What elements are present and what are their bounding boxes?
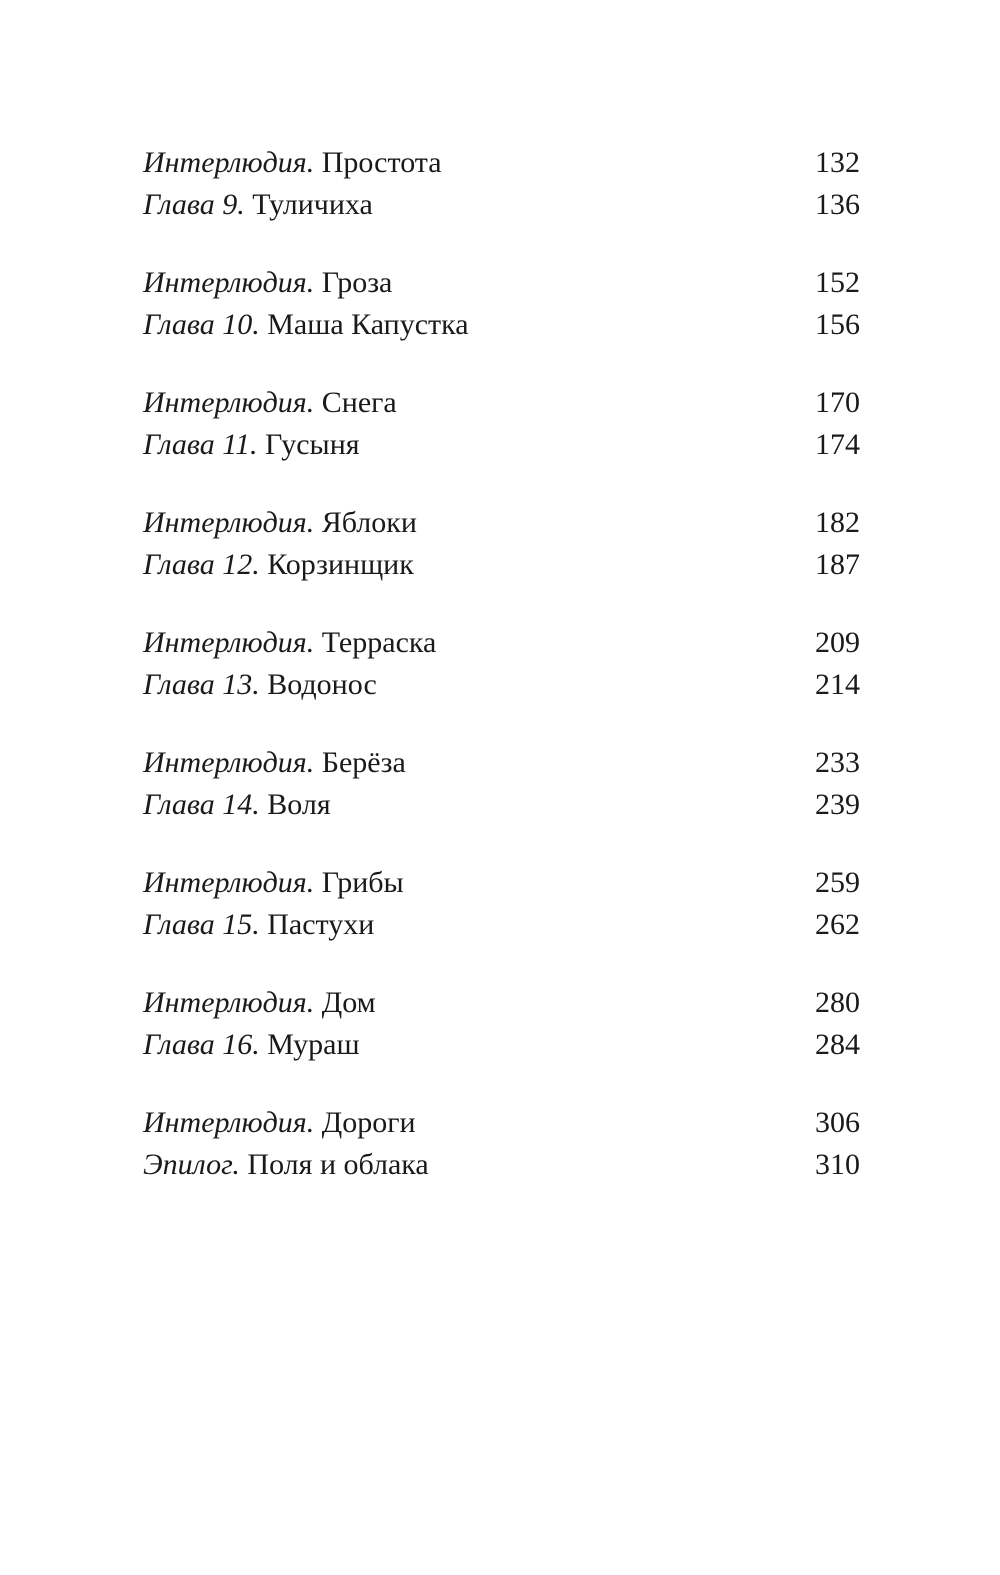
toc-entry	[143, 502, 860, 544]
toc-entry	[143, 622, 860, 664]
toc-entry	[143, 862, 860, 904]
entry-kind: Глава 16.	[143, 1028, 260, 1061]
page-number: 136	[815, 188, 860, 221]
entry-kind: Глава 14.	[143, 788, 260, 821]
toc-entry	[143, 142, 860, 184]
toc-entry	[143, 664, 860, 706]
page-number: 174	[815, 428, 860, 461]
entry-kind: Интерлюдия.	[143, 506, 315, 539]
page-number: 132	[815, 146, 860, 179]
toc-entry	[143, 424, 860, 466]
toc-group	[143, 622, 860, 706]
entry-kind: Эпилог.	[143, 1148, 240, 1181]
page-number: 310	[815, 1148, 860, 1181]
entry-title: Грибы	[321, 866, 404, 899]
page-number: 239	[815, 788, 860, 821]
entry-kind: Глава 9.	[143, 188, 245, 221]
toc-group	[143, 502, 860, 586]
toc-group	[143, 742, 860, 826]
entry-kind: Интерлюдия.	[143, 146, 315, 179]
entry-kind: Интерлюдия.	[143, 746, 315, 779]
entry-title: Корзинщик	[267, 548, 414, 581]
page-number: 152	[815, 266, 860, 299]
entry-title: Яблоки	[321, 506, 417, 539]
toc-entry	[143, 742, 860, 784]
entry-kind: Глава 13.	[143, 668, 260, 701]
entry-kind: Глава 10.	[143, 308, 260, 341]
entry-title: Гроза	[321, 266, 393, 299]
toc-group	[143, 262, 860, 346]
page-number: 156	[815, 308, 860, 341]
toc-entry	[143, 382, 860, 424]
entry-title: Пастухи	[267, 908, 375, 941]
page-number: 259	[815, 866, 860, 899]
page-number: 214	[815, 668, 860, 701]
toc-entry	[143, 982, 860, 1024]
entry-kind: Интерлюдия.	[143, 266, 315, 299]
entry-title: Мураш	[267, 1028, 360, 1061]
toc-entry	[143, 1144, 860, 1186]
toc-entry	[143, 184, 860, 226]
entry-kind: Интерлюдия.	[143, 626, 315, 659]
page-number: 262	[815, 908, 860, 941]
page-number: 182	[815, 506, 860, 539]
toc-group	[143, 382, 860, 466]
page-number: 170	[815, 386, 860, 419]
toc-entry	[143, 1102, 860, 1144]
entry-title: Дороги	[321, 1106, 416, 1139]
entry-title: Поля и облака	[247, 1148, 429, 1181]
page-number: 187	[815, 548, 860, 581]
page-number: 280	[815, 986, 860, 1019]
entry-title: Водонос	[267, 668, 377, 701]
entry-kind: Интерлюдия.	[143, 386, 315, 419]
page-number: 209	[815, 626, 860, 659]
entry-kind: Глава 15.	[143, 908, 260, 941]
toc-entry	[143, 544, 860, 586]
toc-entry	[143, 904, 860, 946]
table-of-contents	[143, 142, 860, 1222]
entry-title: Дом	[321, 986, 376, 1019]
entry-kind: Интерлюдия.	[143, 1106, 315, 1139]
entry-title: Терраска	[321, 626, 437, 659]
entry-title: Берёза	[321, 746, 406, 779]
page-number: 233	[815, 746, 860, 779]
toc-group	[143, 142, 860, 226]
entry-title: Туличиха	[252, 188, 373, 221]
entry-kind: Глава 12.	[143, 548, 260, 581]
toc-entry	[143, 304, 860, 346]
toc-group	[143, 1102, 860, 1186]
entry-kind: Глава 11.	[143, 428, 258, 461]
entry-title: Воля	[267, 788, 331, 821]
toc-group	[143, 982, 860, 1066]
entry-kind: Интерлюдия.	[143, 986, 315, 1019]
toc-entry	[143, 1024, 860, 1066]
toc-entry	[143, 784, 860, 826]
page-number: 284	[815, 1028, 860, 1061]
entry-title: Гусыня	[265, 428, 360, 461]
toc-group	[143, 862, 860, 946]
entry-title: Снега	[321, 386, 397, 419]
entry-title: Маша Капустка	[267, 308, 469, 341]
toc-entry	[143, 262, 860, 304]
entry-title: Простота	[321, 146, 442, 179]
entry-kind: Интерлюдия.	[143, 866, 315, 899]
page-number: 306	[815, 1106, 860, 1139]
